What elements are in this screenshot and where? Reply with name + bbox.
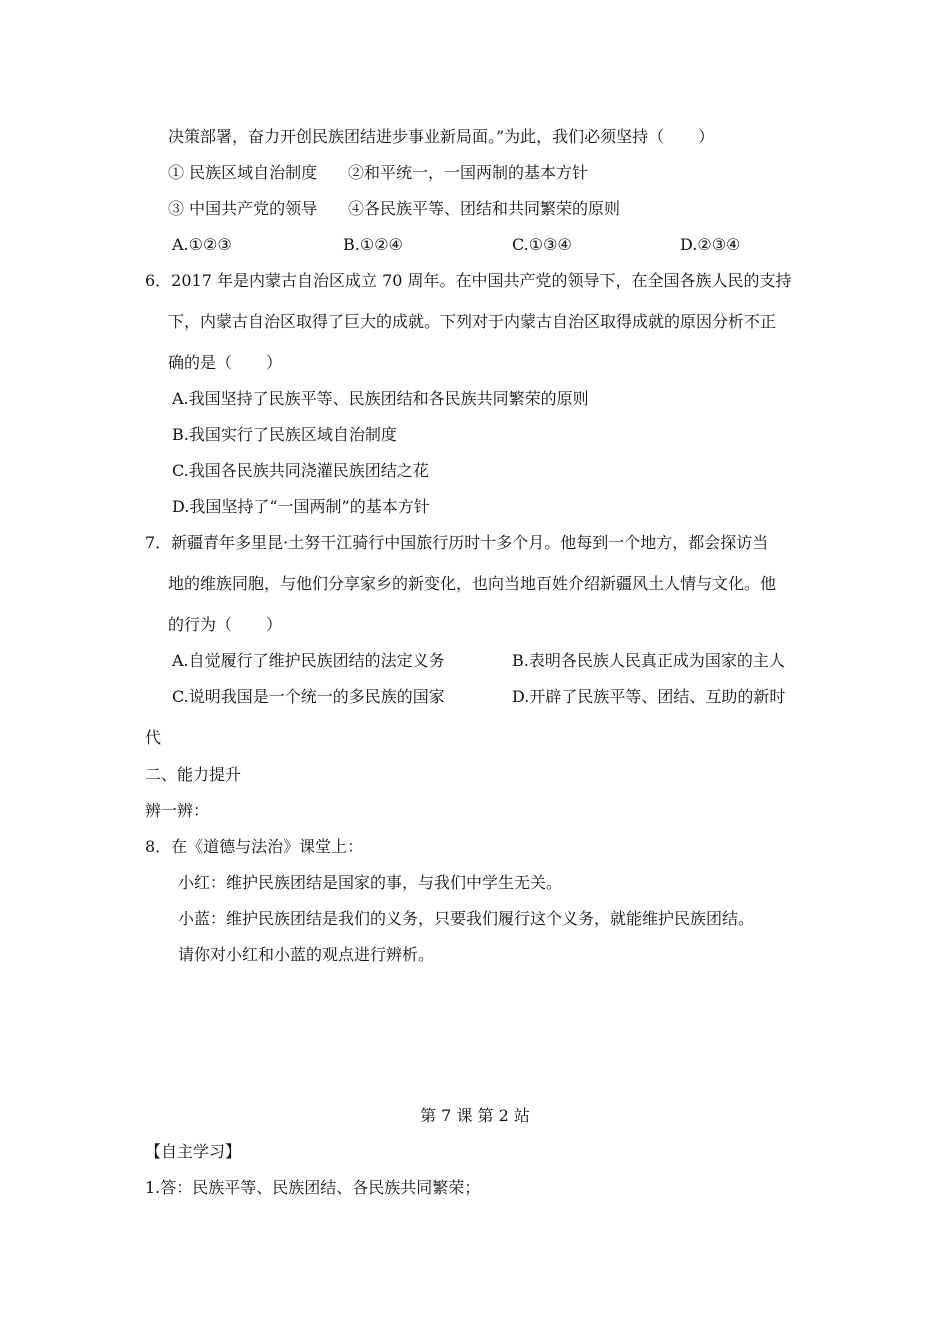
q5-item-4: ④各民族平等、团结和共同繁荣的原则 — [348, 199, 621, 218]
q7-option-d: D.开辟了民族平等、团结、互助的新时 — [512, 687, 786, 706]
q6-stem-line-1: 6．2017 年是内蒙古自治区成立 70 周年。在中国共产党的领导下，在全国各族人民的支持 — [145, 271, 792, 290]
q5-option-a: A.①②③ — [172, 235, 232, 254]
q5-option-d: D.②③④ — [680, 235, 741, 254]
q8-stem: 8．在《道德与法治》课堂上： — [145, 837, 364, 856]
q5-item-3: ③ 中国共产党的领导 — [168, 199, 318, 218]
answer-1: 1.答：民族平等、民族团结、各民族共同繁荣； — [145, 1178, 481, 1197]
section-heading: 二、能力提升 — [145, 765, 242, 784]
q7-option-c: C.说明我国是一个统一的多民族的国家 — [172, 687, 445, 706]
q7-option-d-overflow: 代 — [145, 728, 162, 747]
answer-subsection-label: 【自主学习】 — [145, 1142, 242, 1161]
q6-option-c: C.我国各民族共同浇灌民族团结之花 — [172, 461, 429, 480]
section-subheading: 辨一辨： — [145, 801, 210, 820]
answer-section-title: 第 7 课 第 2 站 — [420, 1106, 530, 1125]
q5-item-2: ②和平统一，一国两制的基本方针 — [348, 163, 589, 182]
q5-stem-tail: 决策部署，奋力开创民族团结进步事业新局面。”为此，我们必须坚持（ ） — [168, 127, 715, 146]
q7-stem-line-3: 的行为（ ） — [168, 615, 283, 634]
q7-option-b: B.表明各民族人民真正成为国家的主人 — [512, 651, 785, 670]
q6-stem-line-2: 下，内蒙古自治区取得了巨大的成就。下列对于内蒙古自治区取得成就的原因分析不正 — [168, 312, 777, 331]
q6-option-b: B.我国实行了民族区域自治制度 — [172, 425, 397, 444]
q7-stem-line-2: 地的维族同胞，与他们分享家乡的新变化，也向当地百姓介绍新疆风土人情与文化。他 — [168, 574, 777, 593]
q8-xiaohong-view: 小红：维护民族团结是国家的事，与我们中学生无关。 — [178, 873, 563, 892]
q5-option-b: B.①②④ — [343, 235, 403, 254]
q8-instruction: 请你对小红和小蓝的观点进行辨析。 — [178, 945, 435, 964]
q6-option-a: A.我国坚持了民族平等、民族团结和各民族共同繁荣的原则 — [172, 389, 589, 408]
q5-option-c: C.①③④ — [512, 235, 572, 254]
q8-xiaolan-view: 小蓝：维护民族团结是我们的义务，只要我们履行这个义务，就能维护民族团结。 — [178, 909, 755, 928]
q6-stem-line-3: 确的是（ ） — [168, 353, 283, 372]
q7-option-a: A.自觉履行了维护民族团结的法定义务 — [172, 651, 445, 670]
q7-stem-line-1: 7．新疆青年多里昆·土努干江骑行中国旅行历时十多个月。他每到一个地方，都会探访当 — [145, 533, 769, 552]
q5-item-1: ① 民族区域自治制度 — [168, 163, 318, 182]
q6-option-d: D.我国坚持了“一国两制”的基本方针 — [172, 497, 430, 516]
